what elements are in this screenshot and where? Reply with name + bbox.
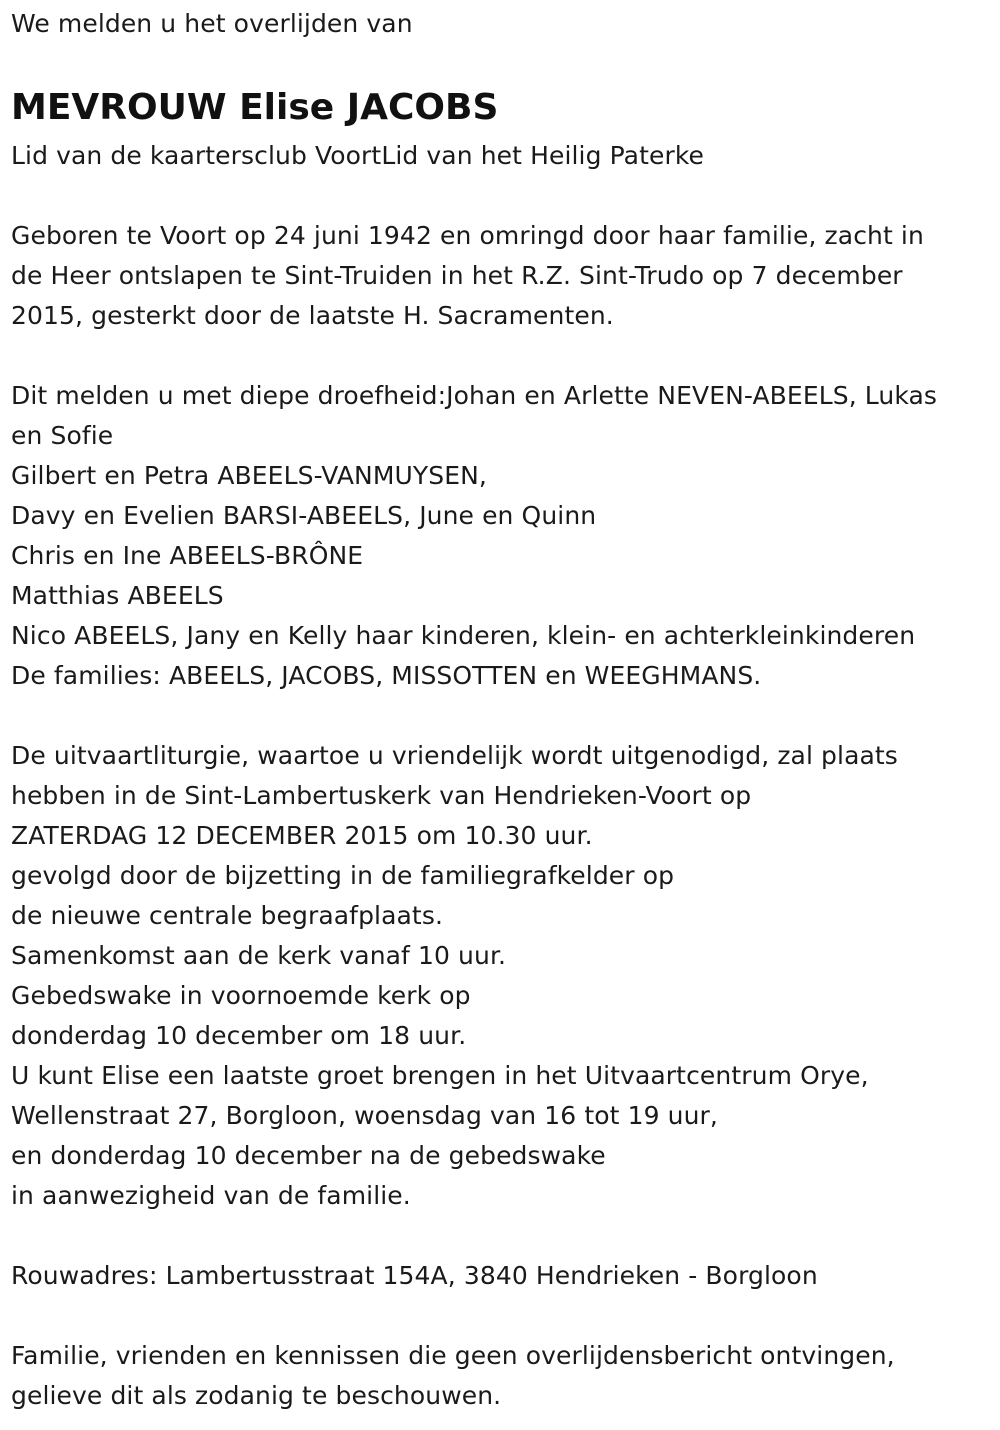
- birth-line: 2015, gesterkt door de laatste H. Sacramenten.: [11, 301, 614, 330]
- family-line: Chris en Ine ABEELS-BRÔNE: [11, 541, 364, 570]
- family-paragraph: [11, 376, 989, 696]
- spacer: [11, 1296, 989, 1336]
- spacer: [11, 1216, 989, 1256]
- birth-line: Geboren te Voort op 24 juni 1942 en omringd door haar familie, zacht in: [11, 221, 924, 250]
- intro-text: We melden u het overlijden van: [11, 9, 413, 38]
- funeral-line: ZATERDAG 12 DECEMBER 2015 om 10.30 uur.: [11, 821, 593, 850]
- funeral-line: in aanwezigheid van de familie.: [11, 1181, 411, 1210]
- birth-line: de Heer ontslapen te Sint-Truiden in het R.Z. Sint-Trudo op 7 december: [11, 261, 903, 290]
- funeral-line: U kunt Elise een laatste groet brengen in het Uitvaartcentrum Orye,: [11, 1061, 869, 1090]
- subtitle-text: Lid van de kaartersclub VoortLid van het Heilig Paterke: [11, 141, 705, 170]
- deceased-name: MEVROUW Elise JACOBS: [11, 87, 499, 128]
- funeral-line: hebben in de Sint-Lambertuskerk van Hendrieken-Voort op: [11, 781, 752, 810]
- funeral-line: Gebedswake in voornoemde kerk op: [11, 981, 471, 1010]
- family-line: Dit melden u met diepe droefheid:Johan en Arlette NEVEN-ABEELS, Lukas: [11, 381, 938, 410]
- closing-paragraph: [11, 1336, 989, 1416]
- funeral-line: en donderdag 10 december na de gebedswake: [11, 1141, 606, 1170]
- closing-line: Familie, vrienden en kennissen die geen overlijdensbericht ontvingen,: [11, 1341, 895, 1370]
- funeral-paragraph: [11, 736, 989, 1216]
- family-line: Nico ABEELS, Jany en Kelly haar kinderen, klein- en achterkleinkinderen: [11, 621, 916, 650]
- funeral-line: Samenkomst aan de kerk vanaf 10 uur.: [11, 941, 507, 970]
- family-line: Gilbert en Petra ABEELS-VANMUYSEN,: [11, 461, 487, 490]
- funeral-line: De uitvaartliturgie, waartoe u vriendelijk wordt uitgenodigd, zal plaats: [11, 741, 898, 770]
- family-line: De families: ABEELS, JACOBS, MISSOTTEN en WEEGHMANS.: [11, 661, 762, 690]
- mourning-address: Rouwadres: Lambertusstraat 154A, 3840 Hendrieken - Borgloon: [11, 1261, 818, 1290]
- spacer: [11, 336, 989, 376]
- closing-line: gelieve dit als zodanig te beschouwen.: [11, 1381, 502, 1410]
- funeral-line: Wellenstraat 27, Borgloon, woensdag van 16 tot 19 uur,: [11, 1101, 718, 1130]
- family-line: Matthias ABEELS: [11, 581, 224, 610]
- funeral-line: gevolgd door de bijzetting in de familiegrafkelder op: [11, 861, 675, 890]
- family-line: Davy en Evelien BARSI-ABEELS, June en Quinn: [11, 501, 597, 530]
- funeral-line: de nieuwe centrale begraafplaats.: [11, 901, 443, 930]
- funeral-line: donderdag 10 december om 18 uur.: [11, 1021, 467, 1050]
- family-line: en Sofie: [11, 421, 114, 450]
- spacer: [11, 176, 989, 216]
- spacer: [11, 696, 989, 736]
- birth-paragraph: [11, 216, 989, 336]
